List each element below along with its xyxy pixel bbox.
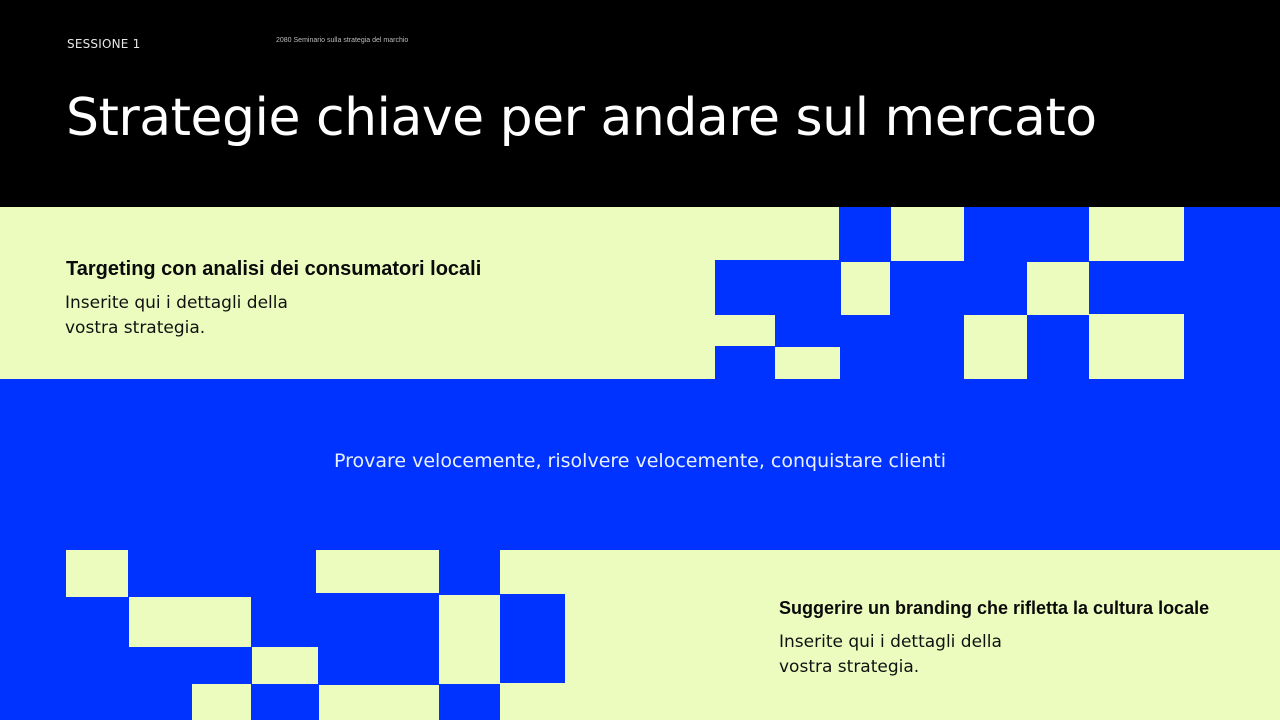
strategy-2-heading: Suggerire un branding che rifletta la cultura locale <box>779 598 1210 618</box>
mosaic-tile <box>964 315 1027 379</box>
strategy-2-details <box>779 630 1002 680</box>
mosaic-tile <box>252 647 318 684</box>
mosaic-tile <box>439 595 500 684</box>
mosaic-tile <box>129 597 251 647</box>
mosaic-tile <box>66 550 128 597</box>
mosaic-tile <box>1027 262 1089 315</box>
tagline: Provare velocemente, risolvere velocemente, conquistare clienti <box>333 450 947 472</box>
mosaic-tile <box>1089 314 1184 379</box>
strategy-1-details <box>65 291 288 341</box>
mosaic-tile <box>1089 207 1184 261</box>
mosaic-tile <box>500 594 565 683</box>
mosaic-tile <box>316 550 439 593</box>
strategy-2-details-line-1: Inserite qui i dettagli della <box>779 632 1002 652</box>
mosaic-tile <box>775 347 840 379</box>
strategy-1-details-line-2: vostra strategia. <box>65 318 206 338</box>
page-title: Strategie chiave per andare sul mercato <box>66 88 1097 148</box>
mosaic-tile <box>715 207 839 260</box>
mosaic-tile <box>192 684 251 720</box>
mosaic-tile <box>841 262 890 315</box>
event-label: 2080 Seminario sulla strategia del marchio <box>276 37 409 44</box>
strategy-1-heading: Targeting con analisi dei consumatori locali <box>66 258 482 280</box>
mosaic-tile <box>319 685 439 720</box>
mosaic-tile <box>715 315 775 346</box>
session-label: SESSIONE 1 <box>67 37 141 51</box>
strategy-2-details-line-2: vostra strategia. <box>779 657 920 677</box>
mosaic-tile <box>891 207 964 261</box>
strategy-1-details-line-1: Inserite qui i dettagli della <box>65 293 288 313</box>
